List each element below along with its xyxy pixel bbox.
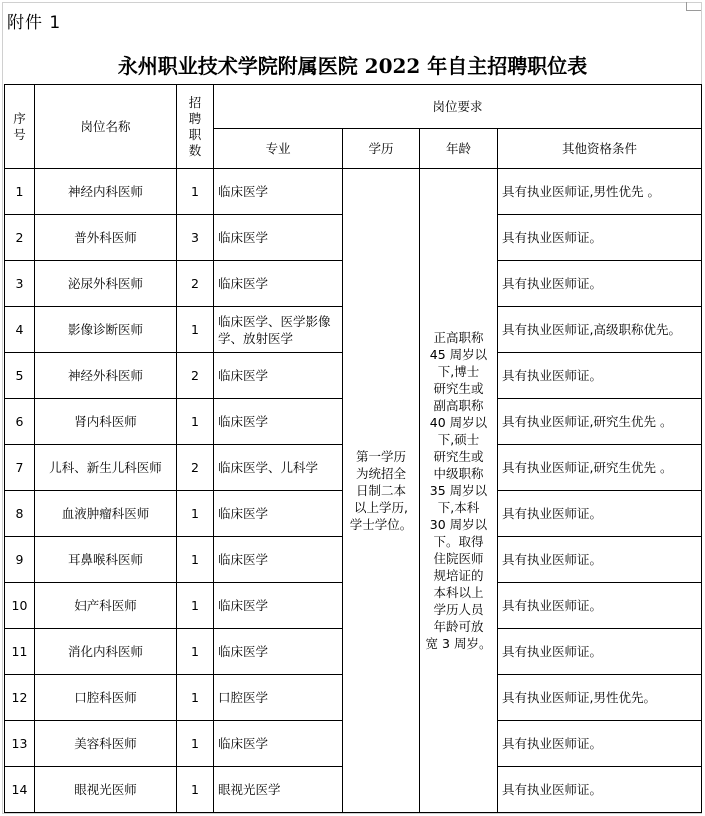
cell-count: 1 [177, 399, 214, 445]
cell-other-conditions: 具有执业医师证。 [498, 721, 702, 767]
cell-seq: 14 [5, 767, 35, 813]
cell-seq: 12 [5, 675, 35, 721]
cell-other-conditions: 具有执业医师证,研究生优先 。 [498, 445, 702, 491]
cell-position: 妇产科医师 [35, 583, 177, 629]
cell-count: 1 [177, 767, 214, 813]
cell-age-requirement: 正高职称 45 周岁以 下,博士 研究生或 副高职称 40 周岁以 下,硕士 研究生或 中级职称 35 周岁以 下,本科 30 周岁以 下。取得 住院医师 规培证的 本科以上 学历人员 年龄可放 宽 3 周岁。 [420, 169, 498, 813]
header-age: 年龄 [420, 129, 498, 169]
cell-other-conditions: 具有执业医师证,男性优先。 [498, 675, 702, 721]
table-row [5, 169, 702, 215]
cell-major: 临床医学 [214, 169, 343, 215]
cell-count: 2 [177, 353, 214, 399]
cell-count: 1 [177, 721, 214, 767]
header-seq: 序 号 [5, 85, 35, 169]
cell-other-conditions: 具有执业医师证,研究生优先 。 [498, 399, 702, 445]
header-position: 岗位名称 [35, 85, 177, 169]
cell-major: 临床医学 [214, 537, 343, 583]
cell-position: 泌尿外科医师 [35, 261, 177, 307]
cell-count: 1 [177, 307, 214, 353]
cell-other-conditions: 具有执业医师证。 [498, 261, 702, 307]
cell-seq: 4 [5, 307, 35, 353]
cell-seq: 11 [5, 629, 35, 675]
cell-count: 2 [177, 261, 214, 307]
cell-major: 临床医学、儿科学 [214, 445, 343, 491]
cell-seq: 9 [5, 537, 35, 583]
cell-position: 口腔科医师 [35, 675, 177, 721]
header-education: 学历 [343, 129, 420, 169]
cell-position: 血液肿瘤科医师 [35, 491, 177, 537]
cell-other-conditions: 具有执业医师证,高级职称优先。 [498, 307, 702, 353]
header-other: 其他资格条件 [498, 129, 702, 169]
cell-seq: 13 [5, 721, 35, 767]
cell-count: 1 [177, 583, 214, 629]
header-major: 专业 [214, 129, 343, 169]
cell-count: 1 [177, 629, 214, 675]
cell-major: 临床医学 [214, 721, 343, 767]
cell-position: 神经内科医师 [35, 169, 177, 215]
cell-count: 1 [177, 537, 214, 583]
cell-other-conditions: 具有执业医师证。 [498, 629, 702, 675]
cell-other-conditions: 具有执业医师证。 [498, 353, 702, 399]
cell-position: 消化内科医师 [35, 629, 177, 675]
cell-major: 临床医学 [214, 491, 343, 537]
corner-mark [686, 2, 701, 11]
cell-position: 普外科医师 [35, 215, 177, 261]
cell-other-conditions: 具有执业医师证。 [498, 491, 702, 537]
cell-other-conditions: 具有执业医师证。 [498, 215, 702, 261]
cell-major: 临床医学 [214, 353, 343, 399]
cell-position: 眼视光医师 [35, 767, 177, 813]
cell-position: 儿科、新生儿科医师 [35, 445, 177, 491]
cell-seq: 1 [5, 169, 35, 215]
cell-major: 临床医学 [214, 583, 343, 629]
cell-major: 口腔医学 [214, 675, 343, 721]
cell-seq: 10 [5, 583, 35, 629]
recruitment-table [4, 84, 702, 813]
cell-major: 临床医学 [214, 399, 343, 445]
cell-count: 1 [177, 169, 214, 215]
cell-seq: 6 [5, 399, 35, 445]
cell-count: 2 [177, 445, 214, 491]
header-count: 招 聘 职 数 [177, 85, 214, 169]
cell-other-conditions: 具有执业医师证,男性优先 。 [498, 169, 702, 215]
cell-major: 临床医学、医学影像学、放射医学 [214, 307, 343, 353]
cell-major: 临床医学 [214, 261, 343, 307]
cell-other-conditions: 具有执业医师证。 [498, 583, 702, 629]
cell-other-conditions: 具有执业医师证。 [498, 767, 702, 813]
cell-position: 影像诊断医师 [35, 307, 177, 353]
cell-position: 耳鼻喉科医师 [35, 537, 177, 583]
cell-other-conditions: 具有执业医师证。 [498, 537, 702, 583]
cell-major: 临床医学 [214, 215, 343, 261]
cell-position: 肾内科医师 [35, 399, 177, 445]
cell-seq: 2 [5, 215, 35, 261]
cell-count: 1 [177, 675, 214, 721]
cell-seq: 5 [5, 353, 35, 399]
cell-education-requirement: 第一学历 为统招全 日制二本 以上学历, 学士学位。 [343, 169, 420, 813]
cell-position: 美容科医师 [35, 721, 177, 767]
cell-major: 眼视光医学 [214, 767, 343, 813]
cell-seq: 8 [5, 491, 35, 537]
cell-count: 1 [177, 491, 214, 537]
cell-position: 神经外科医师 [35, 353, 177, 399]
attachment-label: 附件 1 [7, 13, 62, 33]
cell-seq: 3 [5, 261, 35, 307]
header-requirements: 岗位要求 [214, 85, 702, 129]
page-title: 永州职业技术学院附属医院 2022 年自主招聘职位表 [117, 54, 588, 78]
cell-major: 临床医学 [214, 629, 343, 675]
cell-seq: 7 [5, 445, 35, 491]
cell-count: 3 [177, 215, 214, 261]
